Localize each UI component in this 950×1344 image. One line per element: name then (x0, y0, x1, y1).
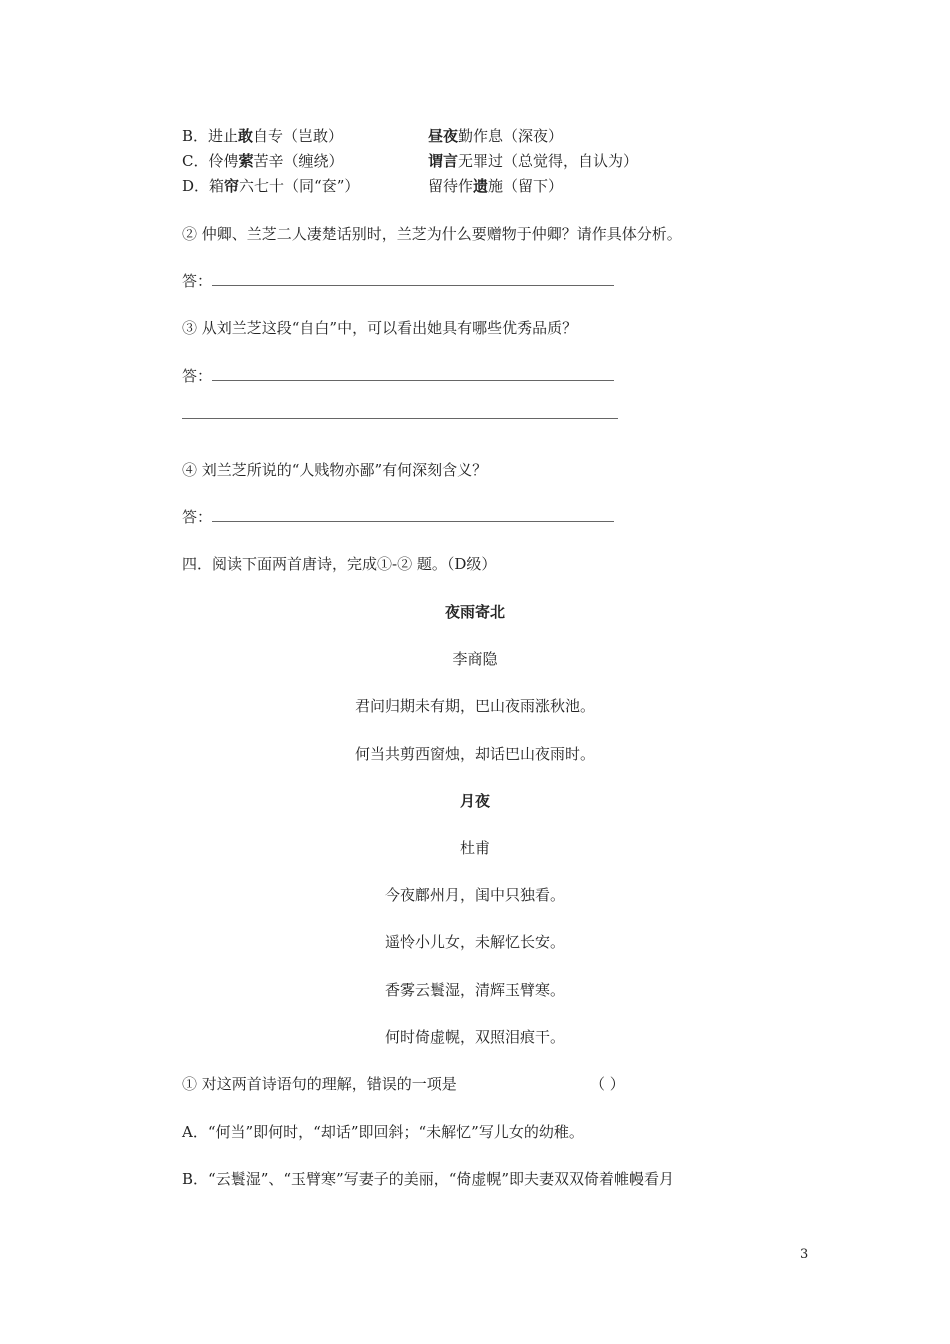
option-b-left: B．进止敢自专（岂敢） (182, 127, 344, 145)
answer-line-2: 答： (182, 271, 614, 291)
poem-1-title: 夜雨寄北 (444, 603, 505, 621)
poem-1-author: 李商隐 (452, 650, 498, 668)
answer-line-4: 答： (182, 507, 614, 527)
question-2: ② 仲卿、兰芝二人凄楚话别时，兰芝为什么要赠物于仲卿？请作具体分析。 (182, 225, 682, 243)
poem-2-line: 遥怜小儿女，未解忆长安。 (384, 933, 565, 951)
option-d-right: 留待作遗施（留下） (428, 177, 564, 195)
answer-bracket: （ ） (590, 1075, 625, 1093)
poem-2-line: 香雾云鬟湿，清辉玉臂寒。 (384, 981, 565, 999)
option-c-right: 谓言无罪过（总觉得，自认为） (428, 152, 639, 170)
page-number: 3 (800, 1247, 809, 1262)
mc-option-a: A．“何当”即何时，“却话”即回斜；“未解忆”写儿女的幼稚。 (182, 1123, 584, 1141)
poem-1-line: 君问归期未有期，巴山夜雨涨秋池。 (354, 697, 595, 715)
poem-2-line: 今夜鄜州月，闺中只独看。 (384, 886, 565, 904)
mc-option-b: B．“云鬟湿”、“玉臂寒”写妻子的美丽，“倚虚幌”即夫妻双双倚着帷幔看月 (182, 1170, 675, 1188)
option-b-right: 昼夜勤作息（深夜） (428, 127, 564, 145)
answer-line-3b (182, 418, 618, 419)
mc-question-1: ① 对这两首诗语句的理解，错误的一项是 (182, 1075, 457, 1093)
poem-1-line: 何当共剪西窗烛，却话巴山夜雨时。 (354, 745, 595, 763)
poem-2-line: 何时倚虚幌，双照泪痕干。 (384, 1028, 565, 1046)
poem-2-author: 杜甫 (459, 839, 490, 857)
question-3: ③ 从刘兰芝这段“自白”中，可以看出她具有哪些优秀品质？ (182, 319, 578, 337)
answer-line-3: 答： (182, 366, 614, 386)
section-4-heading: 四．阅读下面两首唐诗，完成①-② 题。（D级） (182, 555, 497, 573)
question-4: ④ 刘兰芝所说的“人贱物亦鄙”有何深刻含义？ (182, 461, 488, 479)
option-d-left: D．箱帘六七十（同“奁”） (182, 177, 360, 195)
option-c-left: C．伶俜萦苦辛（缠绕） (182, 152, 344, 170)
poem-2-title: 月夜 (459, 792, 490, 810)
